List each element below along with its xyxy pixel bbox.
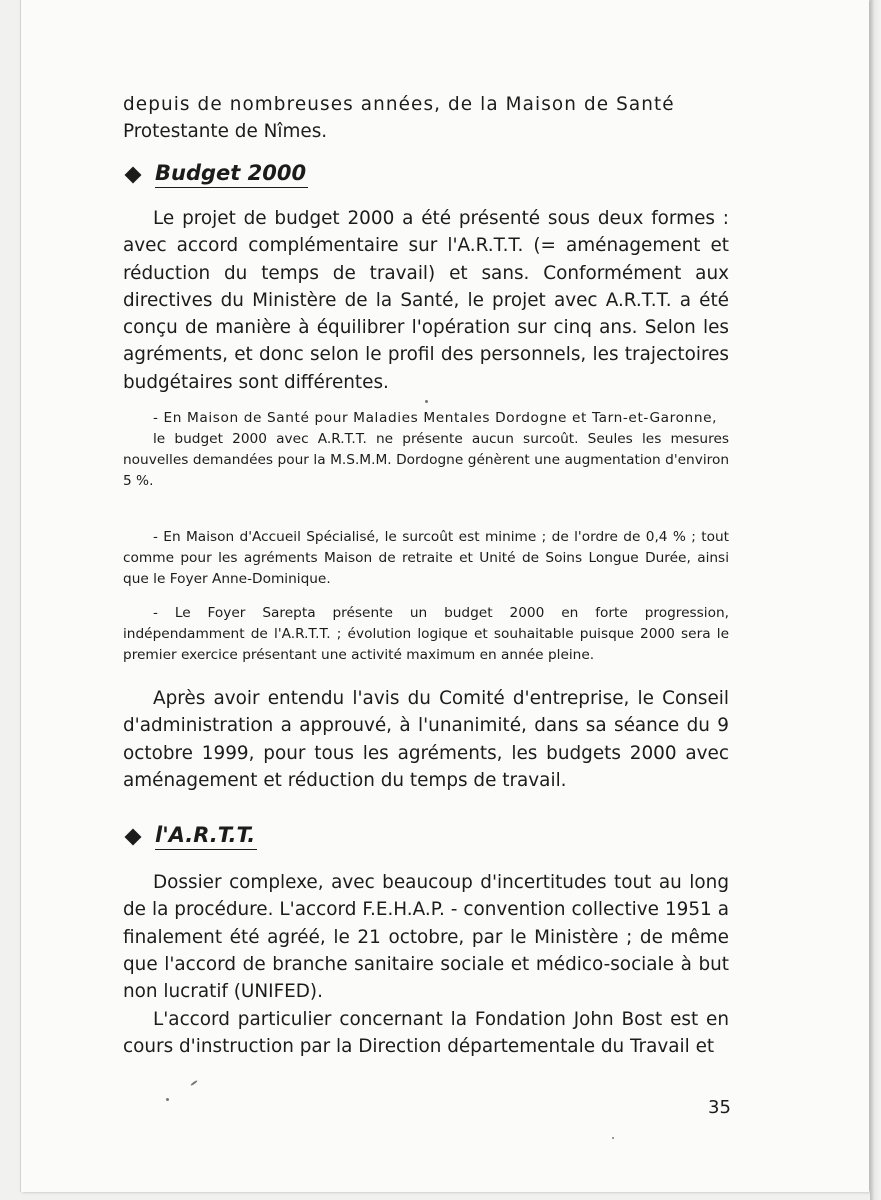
section-heading-artt: [125, 823, 257, 850]
scan-speck: [166, 1098, 169, 1101]
note-text-line: le budget 2000 avec A.R.T.T. ne présente aucun surcoût. Seules les mesures nouvelles demandées pour la M.S.M.M. Dordogne génèrent une augmentation d'environ 5 %.: [123, 430, 729, 489]
section-title: l'A.R.T.T.: [155, 823, 257, 850]
budget-note-3: [123, 603, 729, 666]
diamond-bullet-icon: [125, 166, 142, 183]
page-edge-shadow: [870, 0, 881, 1200]
note-text-line: - En Maison d'Accueil Spécialisé, le surcoût est minime ; de l'ordre de 0,4 % ; tout comme pour les agréments Maison de retraite et Unité de Soins Longue Durée, ainsi que le Foyer Anne-Dominique.: [123, 529, 729, 587]
section-title: Budget 2000: [155, 161, 308, 188]
scan-speck: [425, 400, 428, 403]
intro-text: [123, 91, 727, 146]
approval-paragraph: [123, 685, 729, 794]
section-heading-budget: [125, 161, 308, 188]
budget-note-2: [123, 527, 729, 590]
paragraph-text: Dossier complexe, avec beaucoup d'incertitudes tout au long de la procédure. L'accord F.E.H.A.P. - convention collective 1951 a finalement été agréé, le 21 octobre, par le Ministère ; de même que l'accord de branche sanitaire sociale et médico-sociale à but non lucratif (UNIFED).: [123, 872, 729, 1003]
note-text-line: - Le Foyer Sarepta présente un budget 2000 en forte progression, indépendamment de l'A.R.T.T. ; évolution logique et souhaitable puisque 2000 sera le premier exercice présentant une activité maximum en année pleine.: [123, 605, 729, 663]
page-number: 35: [708, 1097, 731, 1118]
scan-speck: [612, 1137, 614, 1139]
note-text-line: - En Maison de Santé pour Maladies Mentales Dordogne et Tarn-et-Garonne,: [153, 410, 718, 426]
paragraph-text: Le projet de budget 2000 a été présenté sous deux formes : avec accord complémentaire sur l'A.R.T.T. (= aménagement et réduction du temps de travail) et sans. Conformément aux directives du Ministère de la Santé, le projet avec A.R.T.T. a été conçu de manière à équilibrer l'opération sur cinq ans. Selon les agréments, et donc selon le profil des personnels, les trajectoires budgétaires sont différentes.: [123, 208, 729, 393]
intro-line-2: Protestante de Nîmes.: [123, 121, 328, 143]
paragraph-text: L'accord particulier concernant la Fondation John Bost est en cours d'instruction par la Direction départementale du Travail et: [123, 1009, 729, 1058]
budget-paragraph: [123, 205, 729, 396]
paragraph-text: Après avoir entendu l'avis du Comité d'entreprise, le Conseil d'administration a approuvé, à l'unanimité, dans sa séance du 9 octobre 1999, pour tous les agréments, les budgets 2000 avec aménagement et réduction du temps de travail.: [123, 688, 729, 791]
intro-line-1: depuis de nombreuses années, de la Maison de Santé: [123, 94, 675, 115]
artt-paragraph-1: [123, 869, 729, 1005]
artt-paragraph-2: [123, 1006, 729, 1061]
diamond-bullet-icon: [125, 828, 142, 845]
budget-note-1: [123, 408, 729, 492]
